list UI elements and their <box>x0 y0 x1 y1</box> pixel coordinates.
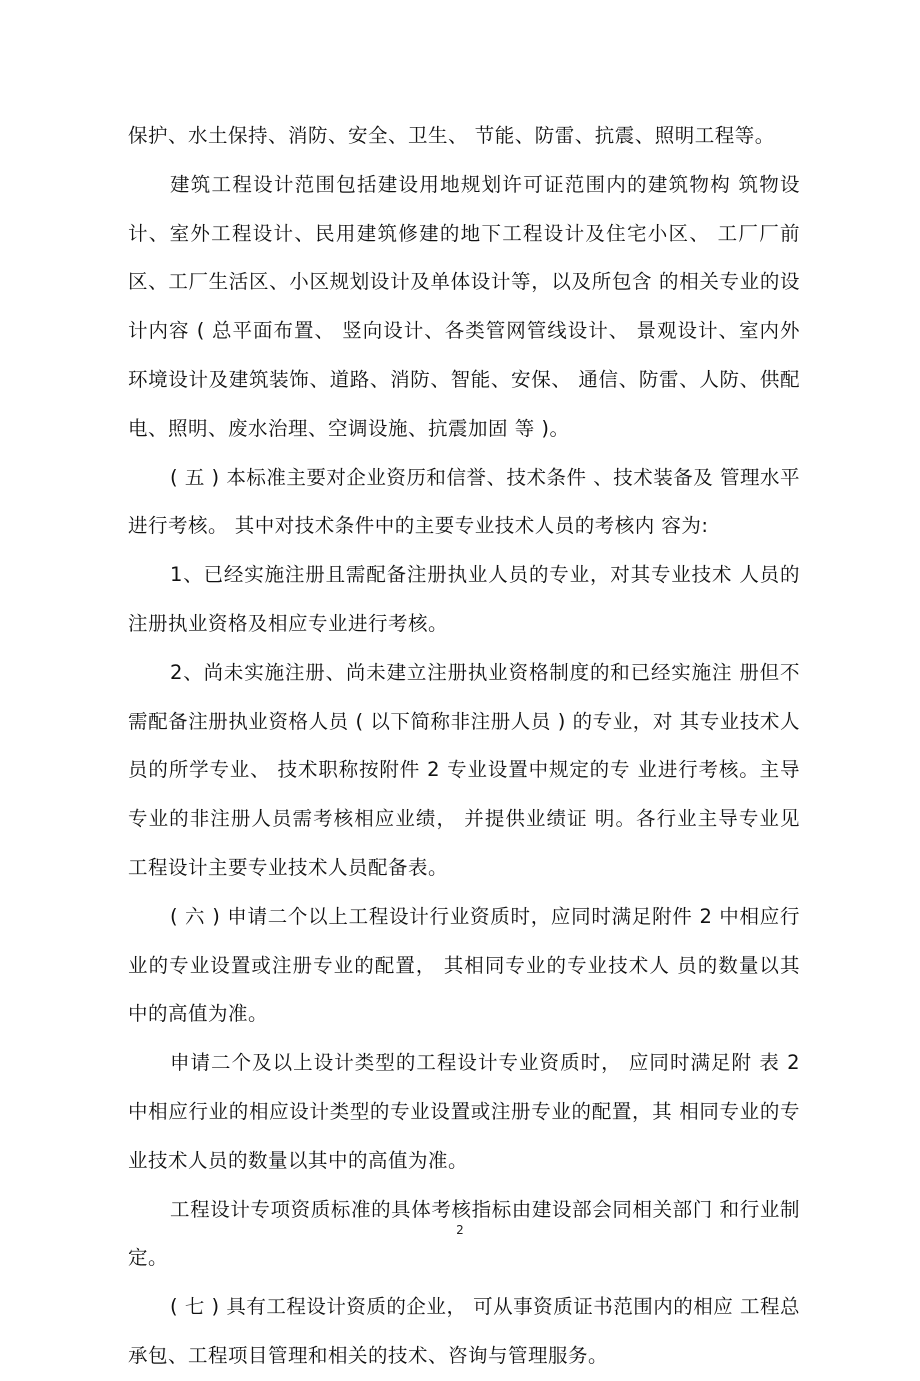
paragraph-design-scope: 建筑工程设计范围包括建设用地规划许可证范围内的建筑物构 筑物设计、室外工程设计、民用建筑修建的地下工程设计及住宅小区、 工厂厂前区、工厂生活区、小区规划设计及单体设计等，以及所包含 的相关专业的设计内容 ( 总平面布置、 竖向设计、各类管网管线设计、 景观设计、室内外环境设计及建筑装饰、道路、消防、智能、安保、 通信、防雷、人防、供配电、照明、废水治理、空调设施、抗震加固 等 )。 <box>128 172 800 440</box>
paragraph-continuation: 保护、水土保持、消防、安全、卫生、 节能、防雷、抗震、照明工程等。 <box>128 124 775 147</box>
paragraph-special-qualification: 工程设计专项资质标准的具体考核指标由建设部会同相关部门 和行业制定。 <box>128 1197 800 1270</box>
paragraph-subitem-1: 1、已经实施注册且需配备注册执业人员的专业，对其专业技术 人员的注册执业资格及相应专业进行考核。 <box>128 563 800 635</box>
body-text <box>128 112 800 1381</box>
page-number: 2 <box>456 1223 464 1237</box>
paragraph-item-7: ( 七 ) 具有工程设计资质的企业， 可从事资质证书范围内的相应 工程总承包、工程项目管理和相关的技术、咨询与管理服务。 <box>128 1295 800 1367</box>
paragraph-subitem-2: 2、尚未实施注册、尚未建立注册执业资格制度的和已经实施注 册但不需配备注册执业资格人员 ( 以下简称非注册人员 ) 的专业，对 其专业技术人员的所学专业、 技术职称按附件 2 专业设置中规定的专 业进行考核。主导专业的非注册人员需考核相应业绩， 并提供业绩证 明。各行业主导专业见工程设计主要专业技术人员配备表。 <box>128 660 800 879</box>
paragraph-item-6: ( 六 ) 申请二个以上工程设计行业资质时，应同时满足附件 2 中相应行业的专业设置或注册专业的配置， 其相同专业的专业技术人 员的数量以其中的高值为准。 <box>128 904 800 1026</box>
paragraph-multi-type: 申请二个及以上设计类型的工程设计专业资质时， 应同时满足附 表 2 中相应行业的相应设计类型的专业设置或注册专业的配置，其 相同专业的专业技术人员的数量以其中的高值为准。 <box>128 1051 800 1172</box>
paragraph-item-5: ( 五 ) 本标准主要对企业资历和信誉、技术条件 、技术装备及 管理水平进行考核。 其中对技术条件中的主要专业技术人员的考核内 容为: <box>128 465 800 538</box>
